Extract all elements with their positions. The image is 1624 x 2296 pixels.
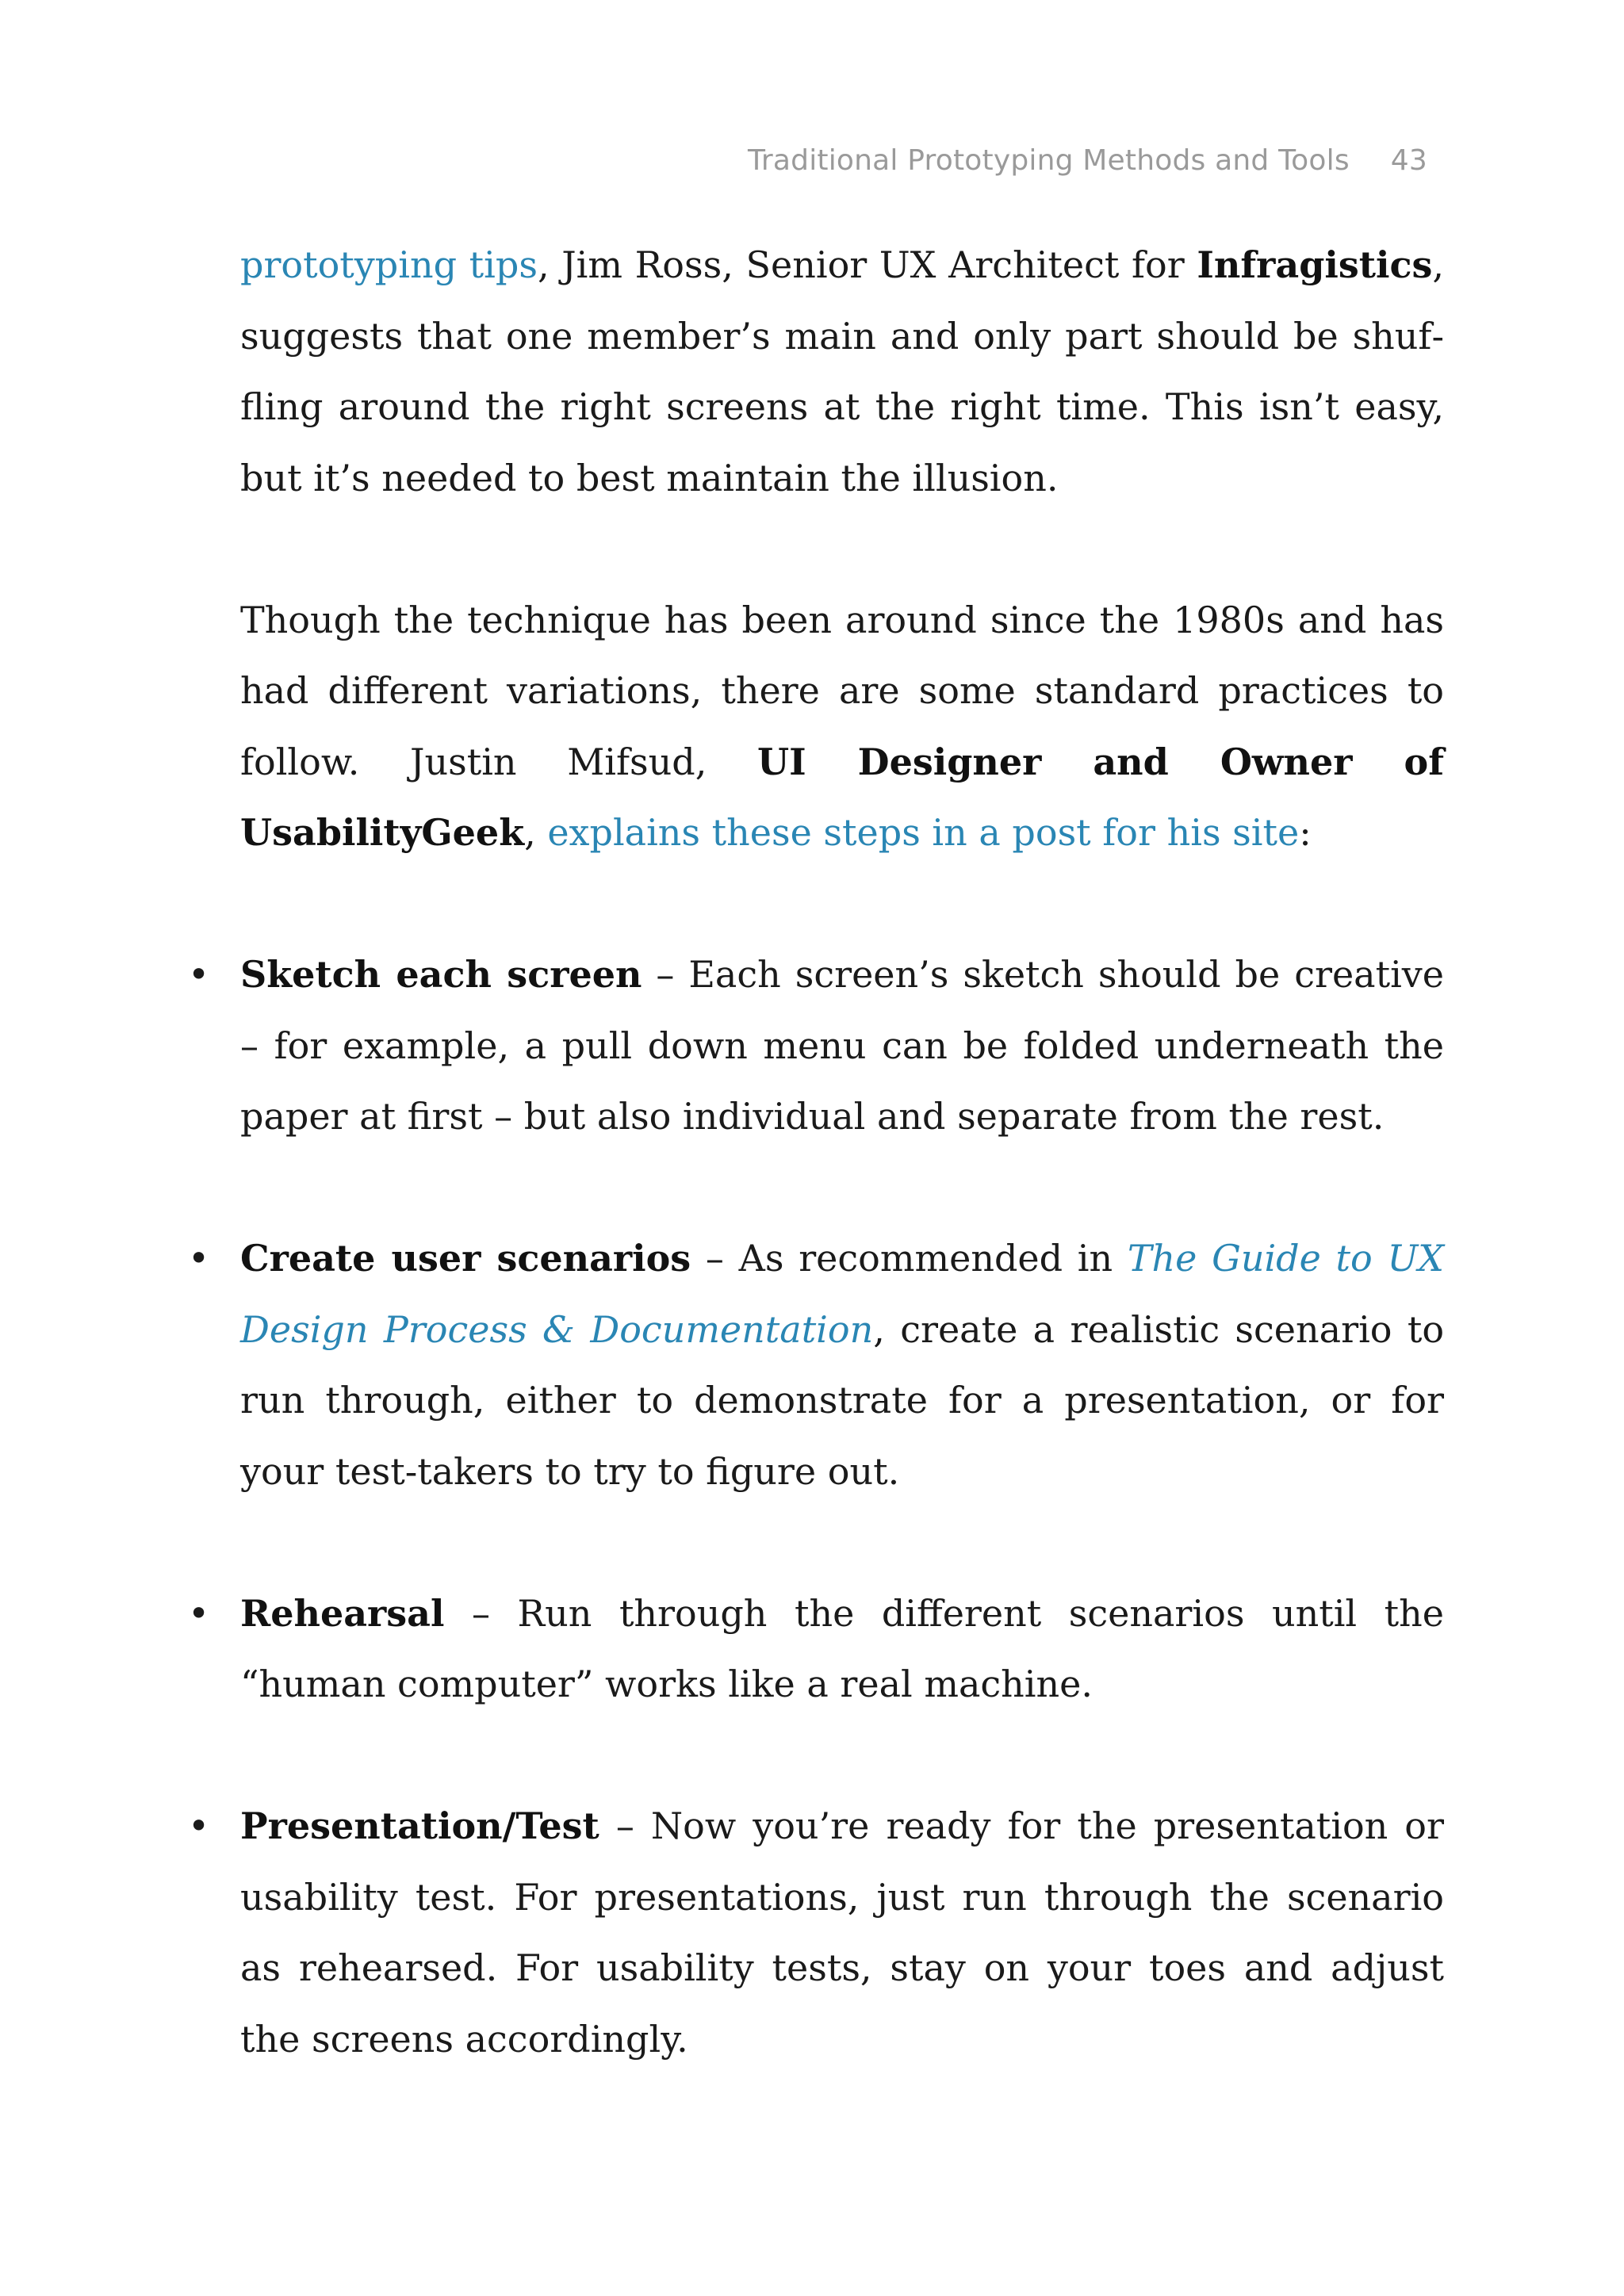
step-text: – As recommended in — [691, 1237, 1128, 1280]
page-body — [188, 230, 1445, 2146]
paragraph-prototyping-tips — [240, 230, 1444, 514]
bullet-icon: • — [188, 1591, 210, 1635]
steps-list — [188, 939, 1445, 2075]
step-text: – Each screen’s sketch should be creative – for example, a pull down menu can be folded underneath the paper at first – but also individual and separate from the rest. — [240, 953, 1444, 1138]
page-number: 43 — [1390, 144, 1427, 177]
step-title: Create user scenarios — [240, 1237, 691, 1280]
bullet-icon: • — [188, 1804, 210, 1847]
paragraph-text: , — [524, 811, 548, 854]
step-text: – Now you’re ready for the presentation or usability test. For presentations, just run through the scenario as rehearsed. For usability tests, stay on your toes and adjust the screens accordingly. — [240, 1804, 1444, 2061]
bullet-icon: • — [188, 953, 210, 996]
paragraph-text: , Jim Ross, Senior UX Architect for — [537, 243, 1197, 286]
list-item-rehearsal — [188, 1578, 1444, 1720]
paragraph-text: , suggests that one member’s main and only part should be shuffling around the right screens at the right time. This isn’t easy, but it’s needed to best maintain the illusion. — [240, 243, 1444, 499]
step-title: Sketch each screen — [240, 953, 642, 996]
link-explains-steps[interactable]: explains these steps in a post for his site — [547, 811, 1300, 854]
step-text: , create a realistic scenario to run through, either to demonstrate for a presentation, or for your test-takers to try to figure out. — [240, 1307, 1445, 1493]
list-item-presentation-test — [188, 1791, 1444, 2075]
bold-company-name: Infragistics — [1197, 243, 1433, 286]
step-title: Rehearsal — [240, 1591, 445, 1635]
step-text: – Run through the different scenarios until the “human computer” works like a real machine. — [240, 1591, 1444, 1705]
section-title: Traditional Prototyping Methods and Tools — [747, 144, 1350, 177]
list-item-sketch-each-screen — [188, 939, 1444, 1153]
bullet-icon: • — [188, 1237, 210, 1280]
paragraph-technique-history — [240, 585, 1444, 869]
list-item-create-user-scenarios — [188, 1223, 1445, 1507]
paragraph-text: Though the technique has been around since the 1980s and has had different variations, there are some standard practices to follow. Justin Mifsud, — [240, 598, 1444, 783]
link-guide-ux-design[interactable]: The Guide to UX Design Process & Documentation — [240, 1237, 1444, 1351]
paragraph-text: : — [1299, 811, 1312, 854]
running-header — [748, 144, 1427, 177]
bold-author-title: UI Designer and Owner of UsabilityGeek — [240, 740, 1444, 854]
step-title: Presentation/Test — [240, 1804, 599, 1847]
link-prototyping-tips[interactable]: prototyping tips — [240, 243, 538, 286]
